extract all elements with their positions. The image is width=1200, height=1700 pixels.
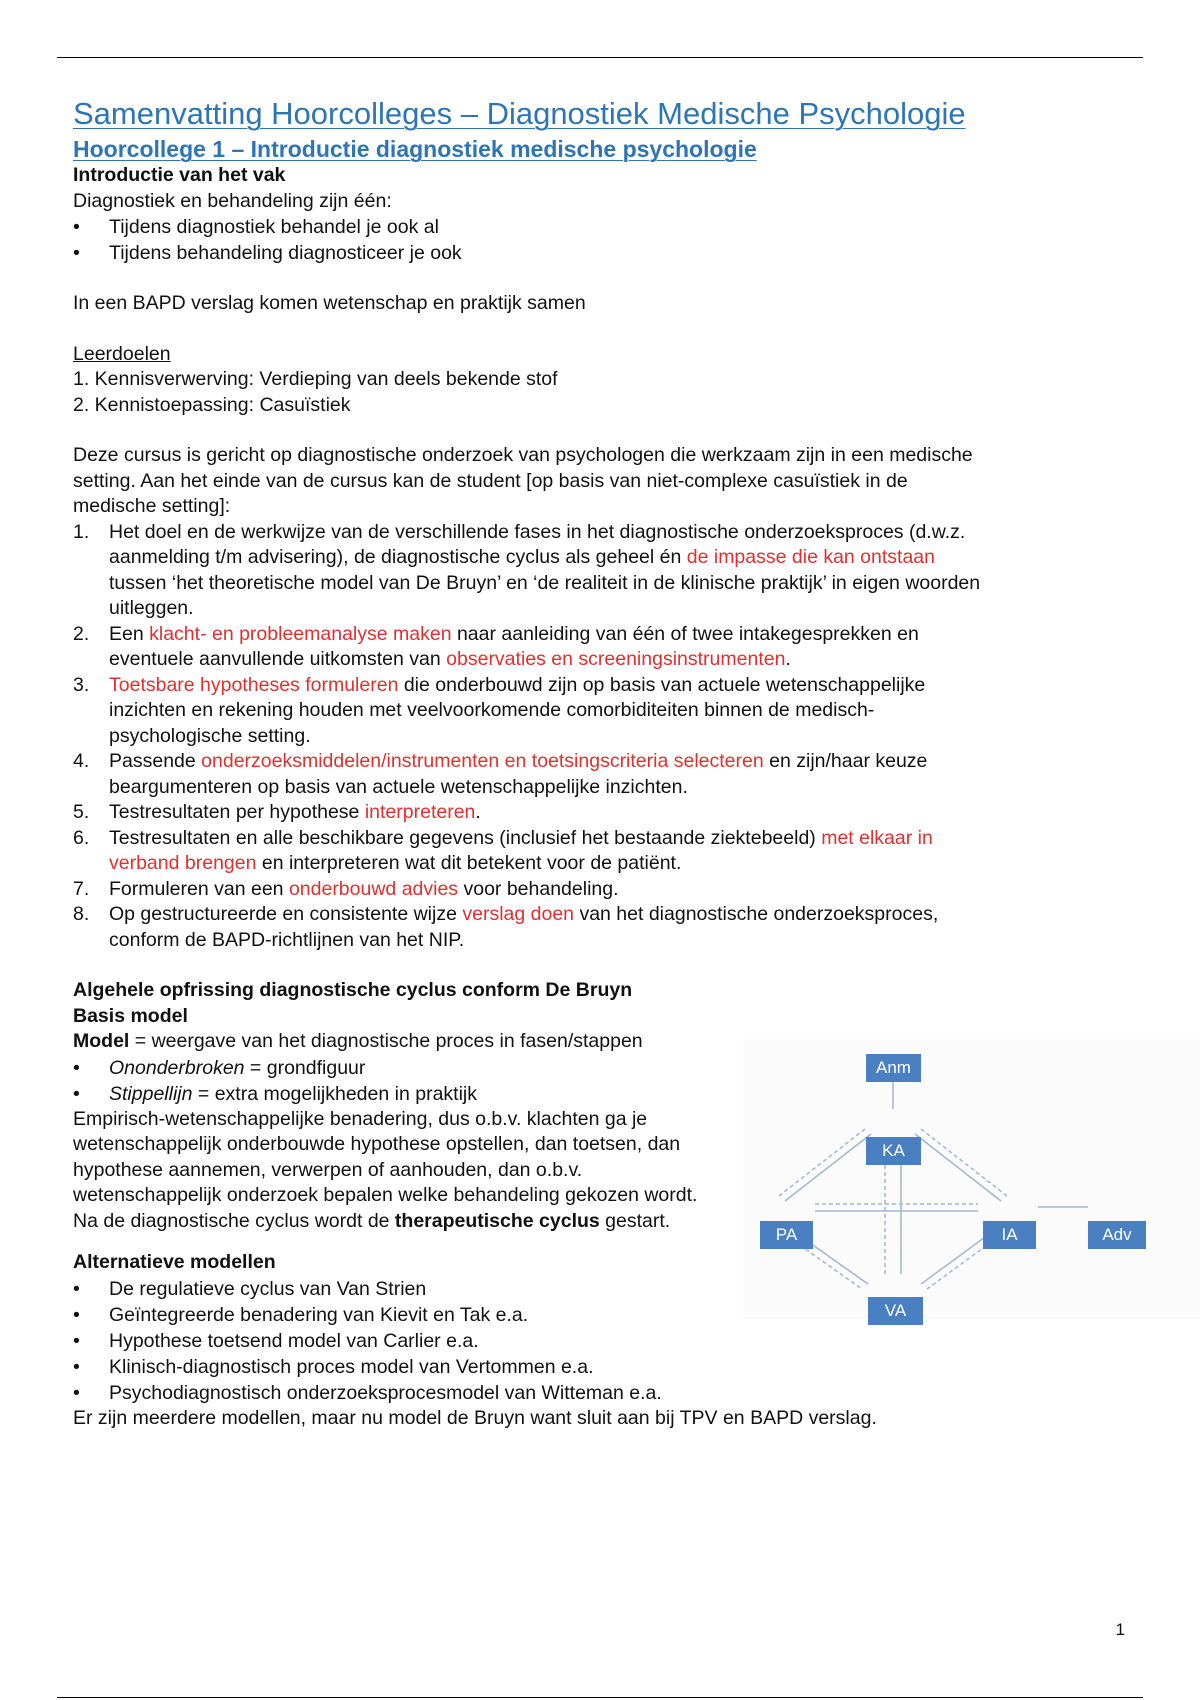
goal-item: 8. Op gestructureerde en consistente wijze verslag doen van het diagnostische onderzoeksproces, conform de BAPD-richtlijnen van het NIP. (73, 903, 939, 951)
intro-bullets (73, 214, 1133, 266)
top-rule (57, 57, 1143, 58)
goal-item: 3. Toetsbare hypotheses formuleren die onderbouwd zijn op basis van actuele wetenschappelijke inzichten en rekening houden met veelvoorkomende comorbiditeiten binnen de medisch-psychologische setting. (73, 673, 926, 747)
document-body (73, 95, 1133, 1431)
leerdoel-item: 2. Kennistoepassing: Casuïstiek (73, 393, 351, 416)
leerdoel-item: 1. Kennisverwerving: Verdieping van deels bekende stof (73, 368, 558, 390)
alt-models-list (73, 1276, 1133, 1406)
intro-heading: Introductie van het vak (73, 164, 286, 186)
goal-item: 6. Testresultaten en alle beschikbare gegevens (inclusief het bestaande ziektebeeld) met elkaar in verband brengen en interpreteren wat dit betekent voor de patiënt. (73, 826, 933, 874)
ka-ia-dashed-line (921, 1129, 1007, 1196)
diagram-node-va: VA (868, 1297, 923, 1325)
leerdoelen-heading: Leerdoelen (73, 342, 171, 365)
model-bullets (73, 1055, 713, 1107)
list-item: • Tijdens diagnostiek behandel je ook al (73, 214, 1133, 240)
diagram-node-ia: IA (983, 1221, 1036, 1249)
empirical-text: Empirisch-wetenschappelijke benadering, dus o.b.v. klachten ga je wetenschappelijk onderbouwde hypothese opstellen, dan toetsen, dan hypothese aannemen, verwerpen of aanhouden, dan o.b.v. wetenschappelijk onderzoek bepalen welke behandeling gekozen wordt. Na de diagnostische cyclus wordt de therapeutische cyclus gestart. (73, 1107, 698, 1232)
document-title: Samenvatting Hoorcolleges – Diagnostiek Medische Psychologie (73, 96, 966, 131)
goals-list (73, 520, 993, 954)
list-item: • Klinisch-diagnostisch proces model van Vertommen e.a. (73, 1354, 1133, 1380)
list-item: • Ononderbroken = grondfiguur (73, 1055, 713, 1081)
ka-pa-dashed-line (779, 1129, 865, 1196)
page-number: 1 (1115, 1620, 1125, 1639)
list-item: • Geïntegreerde benadering van Kievit en Tak e.a. (73, 1302, 1133, 1328)
goal-item: 4. Passende onderzoeksmiddelen/instrumenten en toetsingscriteria selecteren en zijn/haar keuze beargumenteren op basis van actuele wetenschappelijke inzichten. (73, 750, 928, 798)
ka-ia-line (915, 1134, 1001, 1201)
course-text: Deze cursus is gericht op diagnostische onderzoek van psychologen die werkzaam zijn in een medische setting. Aan het einde van de cursus kan de student [op basis van niet-complexe casuïstiek in de medische setting]: (73, 444, 973, 517)
cycle-heading: Algehele opfrissing diagnostische cyclus conform De Bruyn (73, 979, 633, 1001)
list-item: • Psychodiagnostisch onderzoeksprocesmodel van Witteman e.a. (73, 1380, 1133, 1406)
diagram-node-pa: PA (760, 1221, 813, 1249)
alt-models-conclusion: Er zijn meerdere modellen, maar nu model de Bruyn want sluit aan bij TPV en BAPD verslag. (73, 1406, 877, 1429)
goal-item: 2. Een klacht- en probleemanalyse maken naar aanleiding van één of twee intakegesprekken en eventuele aanvullende uitkomsten van observaties en screeningsinstrumenten. (73, 622, 919, 670)
list-item: • Hypothese toetsend model van Carlier e.a. (73, 1328, 1133, 1354)
goal-item: 5. Testresultaten per hypothese interpreteren. (73, 801, 481, 823)
list-item: • De regulatieve cyclus van Van Strien (73, 1276, 1133, 1302)
diagram-node-ka: KA (866, 1137, 921, 1165)
intro-text: Diagnostiek en behandeling zijn één: (73, 189, 392, 212)
alt-models-heading: Alternatieve modellen (73, 1251, 276, 1273)
list-item: • Tijdens behandeling diagnosticeer je ook (73, 240, 1133, 266)
goal-item: 1. Het doel en de werkwijze van de verschillende fases in het diagnostische onderzoeksproces (d.w.z. aanmelding t/m advisering), de diagnostische cyclus als geheel én de impasse die kan ontstaan tussen ‘het theoretische model van De Bruyn’ en ‘de realiteit in de klinische praktijk’ in eigen woorden uitleggen. (73, 520, 981, 619)
ka-pa-line (785, 1134, 871, 1201)
diagram-node-anm: Anm (866, 1054, 921, 1082)
goal-item: 7. Formuleren van een onderbouwd advies voor behandeling. (73, 877, 619, 900)
model-definition: Model = weergave van het diagnostische proces in fasen/stappen (73, 1030, 643, 1052)
diagram-node-adv: Adv (1088, 1221, 1146, 1249)
bapd-text: In een BAPD verslag komen wetenschap en praktijk samen (73, 292, 586, 314)
list-item: • Stippellijn = extra mogelijkheden in praktijk (73, 1081, 713, 1107)
bottom-rule (57, 1697, 1143, 1698)
lecture-heading: Hoorcollege 1 – Introductie diagnostiek medische psychologie (73, 136, 757, 162)
basis-heading: Basis model (73, 1004, 188, 1027)
